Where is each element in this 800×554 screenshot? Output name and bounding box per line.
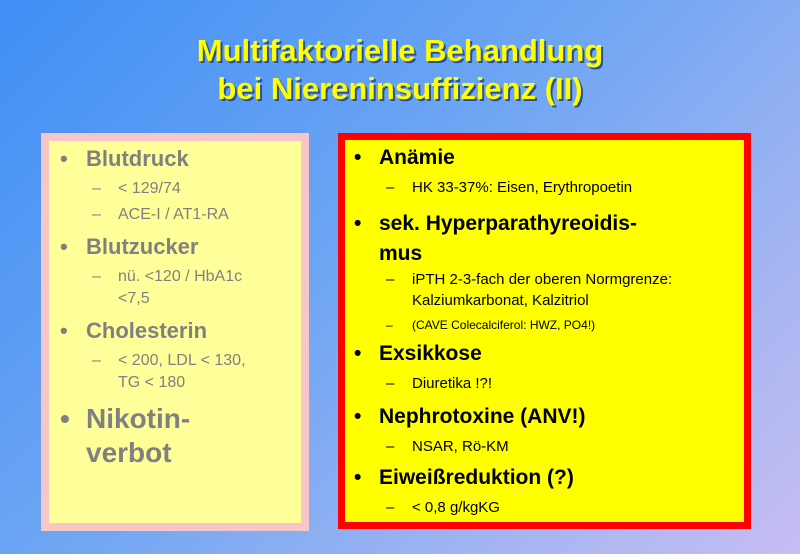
- bullet-icon: •: [354, 342, 362, 365]
- sub-item-text: < 129/74: [118, 180, 181, 197]
- sub-item-text: ACE-I / AT1-RA: [118, 206, 229, 223]
- bullet-icon: •: [354, 405, 362, 428]
- bullet-icon: •: [354, 146, 362, 169]
- list-item-label: Anämie: [379, 146, 455, 169]
- sub-item-text: nü. <120 / HbA1c: [118, 268, 243, 285]
- list-item-label: Blutzucker: [86, 234, 199, 259]
- dash-icon: –: [386, 318, 393, 332]
- dash-icon: –: [386, 271, 395, 288]
- list-item-label-continued: mus: [379, 242, 423, 265]
- slide-title-line-2: bei Niereninsuffizienz (II): [217, 71, 583, 106]
- bullet-icon: •: [60, 234, 68, 259]
- dash-icon: –: [386, 375, 395, 392]
- list-item-label: Blutdruck: [86, 146, 189, 171]
- sub-item-text: HK 33-37%: Eisen, Erythropoetin: [412, 179, 633, 196]
- bullet-icon: •: [60, 403, 70, 434]
- slide-title: [0, 32, 800, 108]
- sub-item-text-continued: TG < 180: [118, 374, 186, 391]
- bullet-icon: •: [60, 318, 68, 343]
- list-item-label: Eiweißreduktion (?): [379, 466, 574, 489]
- dash-icon: –: [386, 438, 395, 455]
- dash-icon: –: [92, 180, 101, 197]
- sub-item-text-continued: Kalziumkarbonat, Kalzitriol: [412, 292, 589, 309]
- dash-icon: –: [386, 179, 395, 196]
- sub-item-text: iPTH 2-3-fach der oberen Normgrenze:: [412, 271, 673, 288]
- dash-icon: –: [92, 352, 101, 369]
- bullet-icon: •: [60, 146, 68, 171]
- list-item-label: Exsikkose: [379, 342, 482, 365]
- sub-item-text: Diuretika !?!: [412, 375, 493, 392]
- list-item-label: Nephrotoxine (ANV!): [379, 405, 586, 428]
- dash-icon: –: [92, 268, 101, 285]
- list-item-label-continued: verbot: [86, 437, 172, 468]
- list-item-label: sek. Hyperparathyreoidis-: [379, 212, 637, 235]
- sub-item-text: NSAR, Rö-KM: [412, 438, 509, 455]
- sub-item-text-continued: <7,5: [118, 290, 150, 307]
- dash-icon: –: [92, 206, 101, 223]
- list-item-label: Nikotin-: [86, 403, 191, 434]
- sub-item-text: < 0,8 g/kgKG: [412, 499, 500, 516]
- bullet-icon: •: [354, 466, 362, 489]
- list-item-label: Cholesterin: [86, 318, 208, 343]
- sub-item-text: < 200, LDL < 130,: [118, 352, 246, 369]
- slide-title-line-1: Multifaktorielle Behandlung: [196, 33, 604, 68]
- bullet-icon: •: [354, 212, 362, 235]
- sub-item-text: (CAVE Colecalciferol: HWZ, PO4!): [412, 318, 596, 332]
- dash-icon: –: [386, 499, 395, 516]
